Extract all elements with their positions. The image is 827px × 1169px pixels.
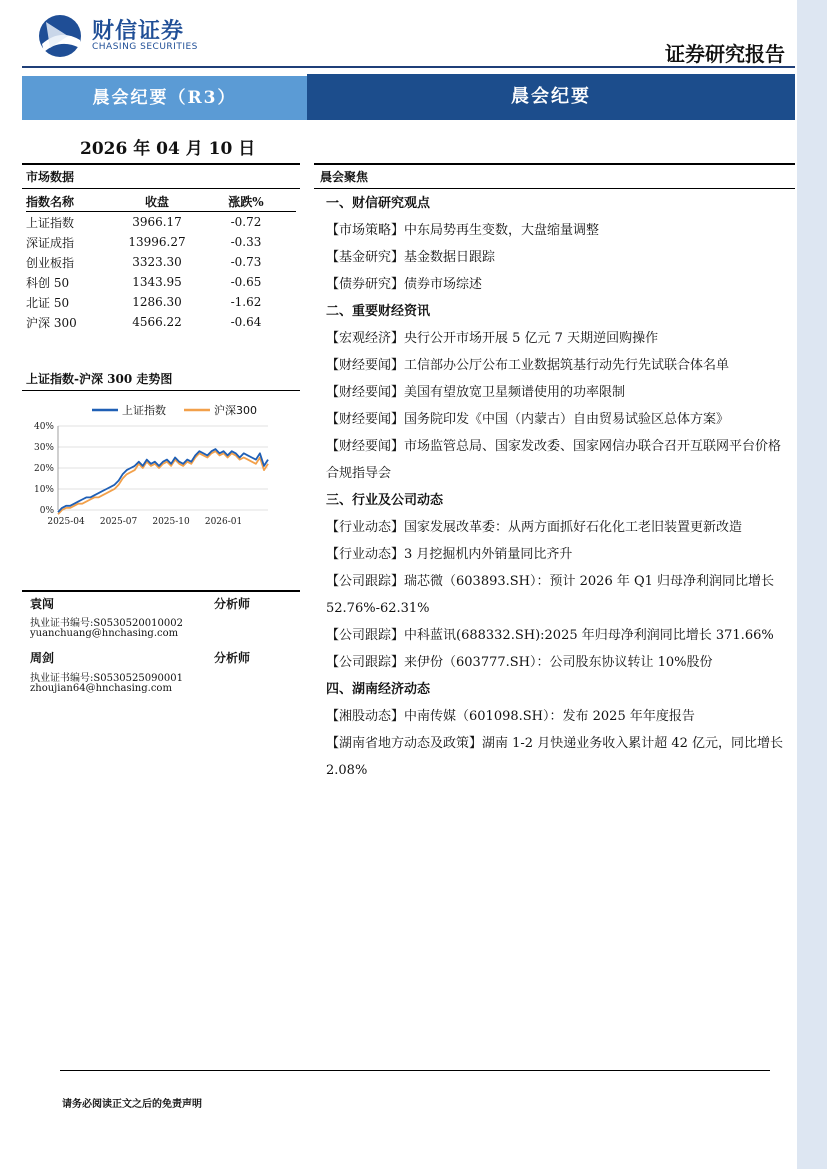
table-row <box>26 272 296 292</box>
y-tick-label: 10% <box>33 485 54 495</box>
index-name: 上证指数 <box>26 215 75 230</box>
col-header-name: 指数名称 <box>26 194 75 209</box>
analyst-role: 分析师 <box>214 597 251 611</box>
y-tick-label: 0% <box>39 506 54 516</box>
footer-rule <box>60 1070 770 1071</box>
table-row <box>26 292 296 312</box>
list-item[interactable]: 【债券研究】债券市场综述 <box>326 277 483 292</box>
index-name: 创业板指 <box>26 255 75 270</box>
y-tick-label: 30% <box>33 443 54 453</box>
list-item[interactable]: 【公司跟踪】中科蓝讯(688332.SH):2025 年归母净利润同比增长 371.66% <box>326 628 774 643</box>
focus-heading: 二、重要财经资讯 <box>326 304 431 319</box>
market-table <box>26 191 296 332</box>
index-name: 沪深 300 <box>26 315 77 330</box>
focus-heading: 三、行业及公司动态 <box>326 493 444 508</box>
index-name: 科创 50 <box>26 275 70 290</box>
table-row <box>26 232 296 252</box>
col-header-close: 收盘 <box>144 194 169 209</box>
brand-name-cn: 财信证券 <box>92 19 185 44</box>
list-item[interactable]: 【市场策略】中东局势再生变数，大盘缩量调整 <box>326 223 600 238</box>
chart-x-ticks <box>47 517 242 527</box>
list-item[interactable]: 【行业动态】3 月挖掘机内外销量同比齐升 <box>326 547 573 562</box>
banner-right: 晨会纪要 <box>307 74 795 120</box>
index-change: -1.62 <box>230 295 262 309</box>
list-item[interactable]: 【公司跟踪】瑞芯微（603893.SH）：预计 2026 年 Q1 归母净利润同比增长 52.76%-62.31% <box>326 574 775 616</box>
focus-top-rule <box>314 163 795 165</box>
index-change: -0.73 <box>230 255 262 269</box>
analyst-cert: 执业证书编号:S0530525090001 <box>30 673 183 684</box>
side-decoration-strip <box>797 0 827 1169</box>
footer-disclaimer: 请务必阅读正文之后的免责声明 <box>62 1099 202 1110</box>
list-item[interactable]: 【宏观经济】央行公开市场开展 5 亿元 7 天期逆回购操作 <box>326 331 659 346</box>
x-tick-label: 2026-01 <box>204 517 243 527</box>
y-tick-label: 40% <box>33 422 54 432</box>
col-header-change: 涨跌% <box>228 194 264 209</box>
x-tick-label: 2025-07 <box>99 517 138 527</box>
analyst-role: 分析师 <box>214 651 251 665</box>
analyst-cert: 执业证书编号:S0530520010002 <box>30 618 183 629</box>
list-item[interactable]: 【财经要闻】国务院印发《中国（内蒙古）自由贸易试验区总体方案》 <box>326 412 730 427</box>
chart-title-rule <box>22 390 300 391</box>
analyst-name: 周剑 <box>30 651 55 665</box>
focus-title-rule <box>314 188 795 189</box>
report-date: 2026 年 04 月 10 日 <box>80 139 256 159</box>
list-item[interactable]: 【财经要闻】工信部办公厅公布工业数据筑基行动先行先试联合体名单 <box>326 358 730 373</box>
list-item[interactable]: 【湘股动态】中南传媒（601098.SH）：发布 2025 年年度报告 <box>326 709 695 724</box>
list-item[interactable]: 【财经要闻】美国有望放宽卫星频谱使用的功率限制 <box>326 385 626 400</box>
focus-heading: 一、财信研究观点 <box>326 196 431 211</box>
banner-left: 晨会纪要（R3） <box>22 76 307 120</box>
index-change: -0.65 <box>230 275 262 289</box>
market-title-rule <box>22 188 300 189</box>
chart-series <box>58 449 268 514</box>
index-close: 3323.30 <box>132 255 182 269</box>
header-rule <box>22 66 795 68</box>
chart-y-ticks <box>34 422 54 516</box>
table-row <box>26 252 296 272</box>
table-row <box>26 212 296 233</box>
index-change: -0.33 <box>230 235 262 249</box>
brand-name-en: CHASING SECURITIES <box>92 42 198 52</box>
y-tick-label: 20% <box>33 464 54 474</box>
list-item[interactable]: 【行业动态】国家发展改革委：从两方面抓好石化化工老旧装置更新改造 <box>326 520 743 535</box>
table-row <box>26 312 296 332</box>
focus-section-title: 晨会聚焦 <box>320 170 369 184</box>
legend-label: 上证指数 <box>122 404 166 417</box>
analyst-top-rule <box>22 590 300 592</box>
series-line <box>58 449 268 512</box>
legend-label: 沪深300 <box>214 404 257 417</box>
analyst-name: 袁闯 <box>30 597 55 611</box>
index-name: 北证 50 <box>26 295 70 310</box>
chart-section-title: 上证指数-沪深 300 走势图 <box>26 372 173 386</box>
index-close: 1343.95 <box>132 275 182 289</box>
analyst-email[interactable]: yuanchuang@hnchasing.com <box>30 628 179 639</box>
market-table-header <box>26 191 296 212</box>
x-tick-label: 2025-04 <box>47 517 85 527</box>
market-section-title: 市场数据 <box>26 170 75 184</box>
index-close: 4566.22 <box>132 315 182 329</box>
list-item[interactable]: 【基金研究】基金数据日跟踪 <box>326 250 496 265</box>
trend-chart <box>22 398 292 536</box>
index-change: -0.64 <box>230 315 262 329</box>
index-name: 深证成指 <box>26 235 75 250</box>
list-item[interactable]: 【湖南省地方动态及政策】湖南 1-2 月快递业务收入累计超 42 亿元，同比增长 2.08% <box>326 736 784 778</box>
x-tick-label: 2025-10 <box>152 517 190 527</box>
analyst-email[interactable]: zhoujian64@hnchasing.com <box>30 683 172 694</box>
list-item[interactable]: 【公司跟踪】来伊份（603777.SH）：公司股东协议转让 10%股份 <box>326 655 713 670</box>
index-close: 3966.17 <box>132 215 182 229</box>
report-type-title: 证券研究报告 <box>665 42 785 66</box>
company-logo-icon <box>38 14 82 58</box>
list-item[interactable]: 【财经要闻】市场监管总局、国家发改委、国家网信办联合召开互联网平台价格合规指导会 <box>326 439 782 481</box>
series-line <box>58 451 268 514</box>
index-close: 13996.27 <box>128 235 186 249</box>
focus-content <box>326 190 788 784</box>
index-close: 1286.30 <box>132 295 182 309</box>
market-top-rule <box>22 163 300 165</box>
focus-heading: 四、湖南经济动态 <box>326 682 431 697</box>
index-change: -0.72 <box>230 215 262 229</box>
chart-legend <box>92 403 257 417</box>
